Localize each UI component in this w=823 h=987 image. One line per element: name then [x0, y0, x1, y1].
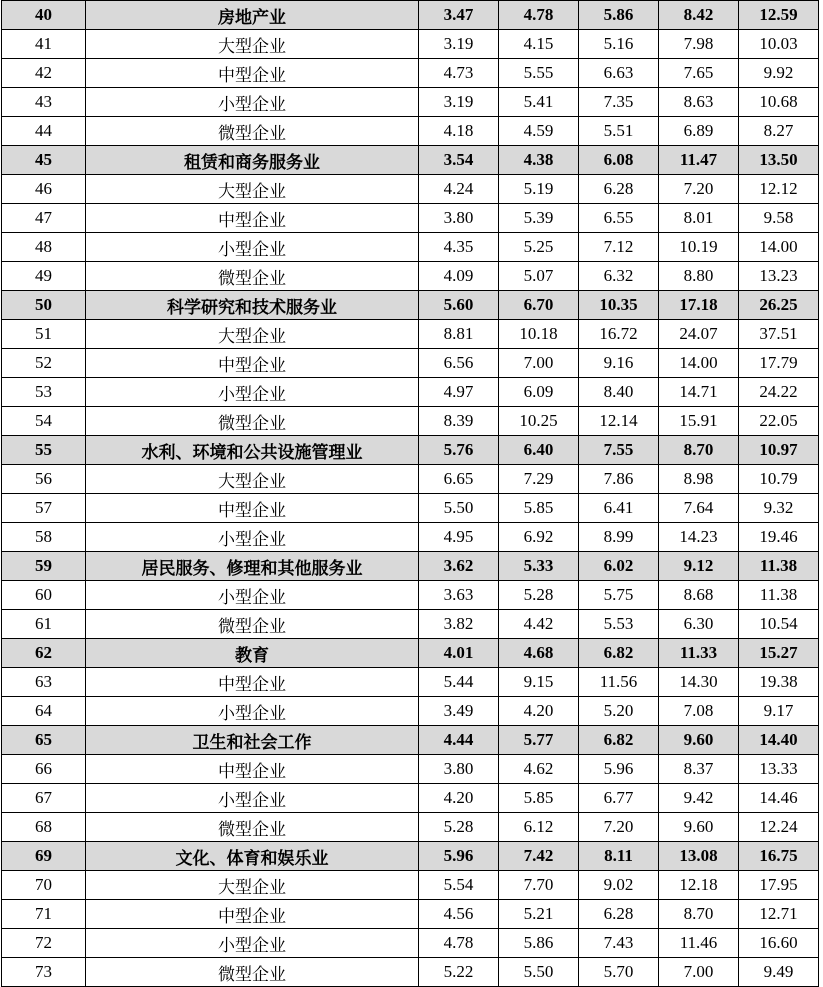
value-cell: 5.85	[499, 494, 579, 523]
value-cell: 9.49	[739, 958, 819, 987]
value-cell: 9.16	[579, 349, 659, 378]
row-number: 59	[2, 552, 86, 581]
value-cell: 16.60	[739, 929, 819, 958]
row-number: 66	[2, 755, 86, 784]
enterprise-size: 微型企业	[86, 117, 419, 146]
value-cell: 10.68	[739, 88, 819, 117]
value-cell: 8.01	[659, 204, 739, 233]
value-cell: 4.09	[419, 262, 499, 291]
enterprise-size: 中型企业	[86, 59, 419, 88]
value-cell: 7.43	[579, 929, 659, 958]
value-cell: 5.28	[499, 581, 579, 610]
value-cell: 4.24	[419, 175, 499, 204]
enterprise-size: 微型企业	[86, 262, 419, 291]
table-row	[2, 668, 819, 697]
enterprise-size: 中型企业	[86, 900, 419, 929]
value-cell: 3.82	[419, 610, 499, 639]
value-cell: 4.62	[499, 755, 579, 784]
table-row	[2, 117, 819, 146]
value-cell: 7.08	[659, 697, 739, 726]
value-cell: 5.86	[579, 1, 659, 30]
table-row	[2, 697, 819, 726]
value-cell: 10.18	[499, 320, 579, 349]
row-number: 70	[2, 871, 86, 900]
value-cell: 5.07	[499, 262, 579, 291]
value-cell: 8.11	[579, 842, 659, 871]
row-number: 67	[2, 784, 86, 813]
value-cell: 7.86	[579, 465, 659, 494]
value-cell: 26.25	[739, 291, 819, 320]
table-row	[2, 233, 819, 262]
value-cell: 4.44	[419, 726, 499, 755]
value-cell: 19.38	[739, 668, 819, 697]
value-cell: 8.70	[659, 900, 739, 929]
enterprise-size: 中型企业	[86, 494, 419, 523]
enterprise-size: 大型企业	[86, 320, 419, 349]
value-cell: 14.46	[739, 784, 819, 813]
enterprise-size: 小型企业	[86, 523, 419, 552]
value-cell: 13.33	[739, 755, 819, 784]
value-cell: 5.28	[419, 813, 499, 842]
value-cell: 5.16	[579, 30, 659, 59]
table-body	[2, 1, 819, 987]
enterprise-size: 大型企业	[86, 30, 419, 59]
value-cell: 6.82	[579, 726, 659, 755]
table-row	[2, 30, 819, 59]
enterprise-size: 小型企业	[86, 784, 419, 813]
industry-row	[2, 436, 819, 465]
row-number: 64	[2, 697, 86, 726]
value-cell: 14.40	[739, 726, 819, 755]
industry-name: 水利、环境和公共设施管理业	[86, 436, 419, 465]
value-cell: 6.28	[579, 900, 659, 929]
value-cell: 10.25	[499, 407, 579, 436]
enterprise-size: 微型企业	[86, 958, 419, 987]
value-cell: 5.53	[579, 610, 659, 639]
value-cell: 5.50	[499, 958, 579, 987]
value-cell: 7.98	[659, 30, 739, 59]
row-number: 47	[2, 204, 86, 233]
value-cell: 24.07	[659, 320, 739, 349]
value-cell: 7.00	[499, 349, 579, 378]
value-cell: 9.02	[579, 871, 659, 900]
value-cell: 3.80	[419, 755, 499, 784]
value-cell: 8.39	[419, 407, 499, 436]
table-row	[2, 204, 819, 233]
value-cell: 6.77	[579, 784, 659, 813]
industry-row	[2, 291, 819, 320]
value-cell: 5.20	[579, 697, 659, 726]
value-cell: 9.58	[739, 204, 819, 233]
value-cell: 4.56	[419, 900, 499, 929]
industry-row	[2, 639, 819, 668]
table-row	[2, 581, 819, 610]
value-cell: 4.35	[419, 233, 499, 262]
value-cell: 8.42	[659, 1, 739, 30]
value-cell: 7.12	[579, 233, 659, 262]
value-cell: 5.85	[499, 784, 579, 813]
value-cell: 14.71	[659, 378, 739, 407]
value-cell: 5.76	[419, 436, 499, 465]
industry-name: 卫生和社会工作	[86, 726, 419, 755]
value-cell: 3.80	[419, 204, 499, 233]
industry-name: 房地产业	[86, 1, 419, 30]
row-number: 68	[2, 813, 86, 842]
industry-row	[2, 552, 819, 581]
value-cell: 10.03	[739, 30, 819, 59]
value-cell: 4.97	[419, 378, 499, 407]
industry-name: 科学研究和技术服务业	[86, 291, 419, 320]
value-cell: 3.19	[419, 88, 499, 117]
industry-row	[2, 146, 819, 175]
value-cell: 17.79	[739, 349, 819, 378]
value-cell: 6.32	[579, 262, 659, 291]
row-number: 51	[2, 320, 86, 349]
value-cell: 7.42	[499, 842, 579, 871]
value-cell: 12.12	[739, 175, 819, 204]
value-cell: 11.33	[659, 639, 739, 668]
industry-row	[2, 1, 819, 30]
value-cell: 4.38	[499, 146, 579, 175]
row-number: 56	[2, 465, 86, 494]
table-row	[2, 59, 819, 88]
table-row	[2, 610, 819, 639]
value-cell: 5.51	[579, 117, 659, 146]
value-cell: 16.72	[579, 320, 659, 349]
value-cell: 4.42	[499, 610, 579, 639]
row-number: 50	[2, 291, 86, 320]
value-cell: 12.71	[739, 900, 819, 929]
value-cell: 14.30	[659, 668, 739, 697]
value-cell: 7.70	[499, 871, 579, 900]
table-row	[2, 378, 819, 407]
row-number: 53	[2, 378, 86, 407]
value-cell: 12.24	[739, 813, 819, 842]
value-cell: 9.15	[499, 668, 579, 697]
value-cell: 5.70	[579, 958, 659, 987]
row-number: 42	[2, 59, 86, 88]
value-cell: 7.65	[659, 59, 739, 88]
value-cell: 9.60	[659, 813, 739, 842]
industry-name: 居民服务、修理和其他服务业	[86, 552, 419, 581]
value-cell: 10.54	[739, 610, 819, 639]
value-cell: 5.19	[499, 175, 579, 204]
value-cell: 6.55	[579, 204, 659, 233]
value-cell: 3.62	[419, 552, 499, 581]
row-number: 54	[2, 407, 86, 436]
value-cell: 6.08	[579, 146, 659, 175]
value-cell: 4.68	[499, 639, 579, 668]
industry-name: 文化、体育和娱乐业	[86, 842, 419, 871]
value-cell: 17.18	[659, 291, 739, 320]
value-cell: 5.50	[419, 494, 499, 523]
value-cell: 6.28	[579, 175, 659, 204]
industry-row	[2, 842, 819, 871]
value-cell: 10.19	[659, 233, 739, 262]
value-cell: 4.15	[499, 30, 579, 59]
table-row	[2, 320, 819, 349]
value-cell: 6.40	[499, 436, 579, 465]
value-cell: 3.63	[419, 581, 499, 610]
table-row	[2, 958, 819, 987]
value-cell: 5.25	[499, 233, 579, 262]
value-cell: 37.51	[739, 320, 819, 349]
table-row	[2, 871, 819, 900]
enterprise-size: 微型企业	[86, 610, 419, 639]
table-row	[2, 175, 819, 204]
row-number: 46	[2, 175, 86, 204]
table-row	[2, 262, 819, 291]
table-row	[2, 900, 819, 929]
row-number: 65	[2, 726, 86, 755]
value-cell: 5.75	[579, 581, 659, 610]
value-cell: 9.12	[659, 552, 739, 581]
value-cell: 9.92	[739, 59, 819, 88]
value-cell: 4.95	[419, 523, 499, 552]
data-table	[1, 0, 819, 987]
enterprise-size: 中型企业	[86, 204, 419, 233]
enterprise-size: 大型企业	[86, 175, 419, 204]
value-cell: 12.14	[579, 407, 659, 436]
row-number: 73	[2, 958, 86, 987]
row-number: 58	[2, 523, 86, 552]
value-cell: 8.63	[659, 88, 739, 117]
value-cell: 6.65	[419, 465, 499, 494]
row-number: 48	[2, 233, 86, 262]
value-cell: 7.35	[579, 88, 659, 117]
row-number: 60	[2, 581, 86, 610]
value-cell: 9.17	[739, 697, 819, 726]
value-cell: 22.05	[739, 407, 819, 436]
table-row	[2, 494, 819, 523]
value-cell: 15.91	[659, 407, 739, 436]
row-number: 72	[2, 929, 86, 958]
value-cell: 7.55	[579, 436, 659, 465]
row-number: 40	[2, 1, 86, 30]
row-number: 61	[2, 610, 86, 639]
enterprise-size: 大型企业	[86, 871, 419, 900]
value-cell: 3.54	[419, 146, 499, 175]
value-cell: 6.09	[499, 378, 579, 407]
value-cell: 7.29	[499, 465, 579, 494]
value-cell: 11.46	[659, 929, 739, 958]
value-cell: 5.44	[419, 668, 499, 697]
row-number: 55	[2, 436, 86, 465]
value-cell: 5.41	[499, 88, 579, 117]
value-cell: 6.82	[579, 639, 659, 668]
row-number: 63	[2, 668, 86, 697]
value-cell: 3.19	[419, 30, 499, 59]
value-cell: 5.86	[499, 929, 579, 958]
value-cell: 3.49	[419, 697, 499, 726]
value-cell: 4.78	[419, 929, 499, 958]
value-cell: 6.12	[499, 813, 579, 842]
value-cell: 8.70	[659, 436, 739, 465]
value-cell: 5.39	[499, 204, 579, 233]
row-number: 45	[2, 146, 86, 175]
value-cell: 6.41	[579, 494, 659, 523]
value-cell: 6.70	[499, 291, 579, 320]
value-cell: 11.47	[659, 146, 739, 175]
enterprise-size: 中型企业	[86, 349, 419, 378]
enterprise-size: 小型企业	[86, 929, 419, 958]
value-cell: 3.47	[419, 1, 499, 30]
row-number: 44	[2, 117, 86, 146]
value-cell: 5.77	[499, 726, 579, 755]
enterprise-size: 中型企业	[86, 755, 419, 784]
value-cell: 7.20	[579, 813, 659, 842]
table-row	[2, 929, 819, 958]
value-cell: 9.42	[659, 784, 739, 813]
value-cell: 7.20	[659, 175, 739, 204]
value-cell: 8.37	[659, 755, 739, 784]
value-cell: 7.00	[659, 958, 739, 987]
table-row	[2, 784, 819, 813]
value-cell: 11.38	[739, 581, 819, 610]
value-cell: 6.02	[579, 552, 659, 581]
value-cell: 4.73	[419, 59, 499, 88]
industry-name: 教育	[86, 639, 419, 668]
row-number: 41	[2, 30, 86, 59]
value-cell: 8.81	[419, 320, 499, 349]
value-cell: 10.35	[579, 291, 659, 320]
table-row	[2, 88, 819, 117]
industry-row	[2, 726, 819, 755]
value-cell: 8.68	[659, 581, 739, 610]
value-cell: 8.98	[659, 465, 739, 494]
industry-name: 租赁和商务服务业	[86, 146, 419, 175]
value-cell: 6.56	[419, 349, 499, 378]
row-number: 69	[2, 842, 86, 871]
table-row	[2, 349, 819, 378]
enterprise-size: 小型企业	[86, 581, 419, 610]
value-cell: 19.46	[739, 523, 819, 552]
table-row	[2, 465, 819, 494]
value-cell: 7.64	[659, 494, 739, 523]
value-cell: 16.75	[739, 842, 819, 871]
enterprise-size: 小型企业	[86, 378, 419, 407]
table-row	[2, 813, 819, 842]
enterprise-size: 中型企业	[86, 668, 419, 697]
value-cell: 17.95	[739, 871, 819, 900]
row-number: 57	[2, 494, 86, 523]
value-cell: 9.32	[739, 494, 819, 523]
value-cell: 9.60	[659, 726, 739, 755]
value-cell: 11.38	[739, 552, 819, 581]
row-number: 52	[2, 349, 86, 378]
enterprise-size: 小型企业	[86, 233, 419, 262]
value-cell: 5.55	[499, 59, 579, 88]
value-cell: 8.99	[579, 523, 659, 552]
value-cell: 6.92	[499, 523, 579, 552]
value-cell: 8.40	[579, 378, 659, 407]
table-row	[2, 407, 819, 436]
value-cell: 4.59	[499, 117, 579, 146]
value-cell: 12.18	[659, 871, 739, 900]
row-number: 71	[2, 900, 86, 929]
value-cell: 14.23	[659, 523, 739, 552]
table-row	[2, 755, 819, 784]
table-row	[2, 523, 819, 552]
value-cell: 14.00	[739, 233, 819, 262]
value-cell: 4.18	[419, 117, 499, 146]
value-cell: 8.27	[739, 117, 819, 146]
value-cell: 13.23	[739, 262, 819, 291]
value-cell: 5.54	[419, 871, 499, 900]
value-cell: 5.22	[419, 958, 499, 987]
value-cell: 24.22	[739, 378, 819, 407]
row-number: 62	[2, 639, 86, 668]
enterprise-size: 大型企业	[86, 465, 419, 494]
enterprise-size: 小型企业	[86, 697, 419, 726]
value-cell: 5.33	[499, 552, 579, 581]
value-cell: 10.97	[739, 436, 819, 465]
value-cell: 6.63	[579, 59, 659, 88]
row-number: 49	[2, 262, 86, 291]
value-cell: 8.80	[659, 262, 739, 291]
value-cell: 5.60	[419, 291, 499, 320]
value-cell: 4.78	[499, 1, 579, 30]
value-cell: 11.56	[579, 668, 659, 697]
value-cell: 5.96	[419, 842, 499, 871]
value-cell: 13.08	[659, 842, 739, 871]
enterprise-size: 小型企业	[86, 88, 419, 117]
value-cell: 5.96	[579, 755, 659, 784]
value-cell: 6.89	[659, 117, 739, 146]
value-cell: 15.27	[739, 639, 819, 668]
value-cell: 12.59	[739, 1, 819, 30]
value-cell: 13.50	[739, 146, 819, 175]
value-cell: 4.20	[419, 784, 499, 813]
value-cell: 6.30	[659, 610, 739, 639]
value-cell: 4.20	[499, 697, 579, 726]
row-number: 43	[2, 88, 86, 117]
value-cell: 5.21	[499, 900, 579, 929]
value-cell: 14.00	[659, 349, 739, 378]
value-cell: 10.79	[739, 465, 819, 494]
value-cell: 4.01	[419, 639, 499, 668]
enterprise-size: 微型企业	[86, 407, 419, 436]
enterprise-size: 微型企业	[86, 813, 419, 842]
